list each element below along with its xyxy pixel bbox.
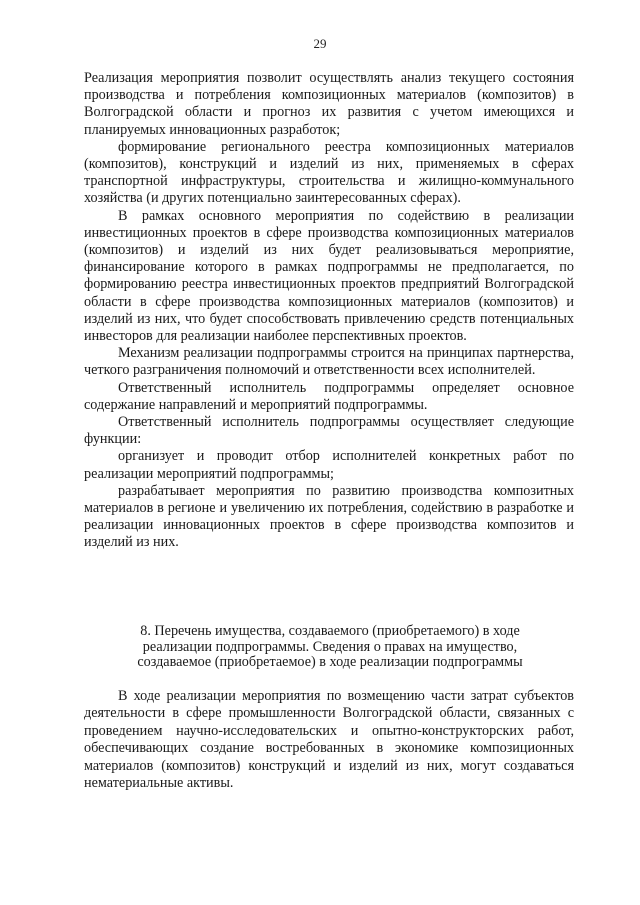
section-heading-line: 8. Перечень имущества, создаваемого (приобретаемого) в ходе: [140, 623, 520, 639]
section-heading: [110, 624, 550, 671]
paragraph-function-selection: организует и проводит отбор исполнителей конкретных работ по реализации мероприятий подпрограммы;: [84, 448, 574, 482]
final-text: [84, 688, 574, 792]
paragraph-responsible-determines: Ответственный исполнитель подпрограммы определяет основное содержание направлений и мероприятий подпрограммы.: [84, 379, 574, 413]
paragraph-mechanism: Механизм реализации подпрограммы строится на принципах партнерства, четкого разграничения полномочий и ответственности всех исполнителей.: [84, 345, 574, 379]
paragraph-registry: формирование регионального реестра композиционных материалов (композитов), конструкций и изделий из них, применяемых в сферах транспортной инфраструктуры, строительства и жилищно-коммунального хозяйства (и других потенциально заинтересованных сферах).: [84, 138, 574, 207]
section-heading-line: реализации подпрограммы. Сведения о правах на имущество,: [142, 638, 518, 655]
paragraph-function-development: разрабатывает мероприятия по развитию производства композитных материалов в регионе и увеличению их потребления, содействию в разработке и реализации инновационных проектов в сфере производства композитов и изделий из них.: [84, 482, 574, 551]
paragraph-investment-projects: В рамках основного мероприятия по содействию в реализации инвестиционных проектов в сфере производства композиционных материалов (композитов) и изделий из них будет реализовываться мероприятие, финансирование которого в рамках подпрограммы не предполагается, по формированию реестра инвестиционных проектов предприятий Волгоградской области в сфере производства композиционных материалов (композитов) и изделий из них, что будет способствовать привлечению средств потенциальных инвесторов для реализации наиболее перспективных проектов.: [84, 207, 574, 345]
body-text: [84, 70, 574, 552]
paragraph-responsible-functions: Ответственный исполнитель подпрограммы осуществляет следующие функции:: [84, 414, 574, 448]
paragraph-analysis: Реализация мероприятия позволит осуществлять анализ текущего состояния производства и потребления композиционных материалов (композитов) в Волгоградской области и прогноз их развития с учетом имеющихся и планируемых инновационных разработок;: [84, 70, 574, 138]
section-heading-line: создаваемое (приобретаемое) в ходе реализации подпрограммы: [137, 654, 523, 671]
page-number: 29: [313, 36, 327, 51]
paragraph-intangible-assets: В ходе реализации мероприятия по возмещению части затрат субъектов деятельности в сфере промышленности Волгоградской области, связанных с проведением научно-исследовательских и опытно-конструкторских работ, обеспечивающих создание востребованных в экономике композиционных материалов (композитов) конструкций и изделий из них, могут создаваться нематериальные активы.: [84, 688, 574, 792]
